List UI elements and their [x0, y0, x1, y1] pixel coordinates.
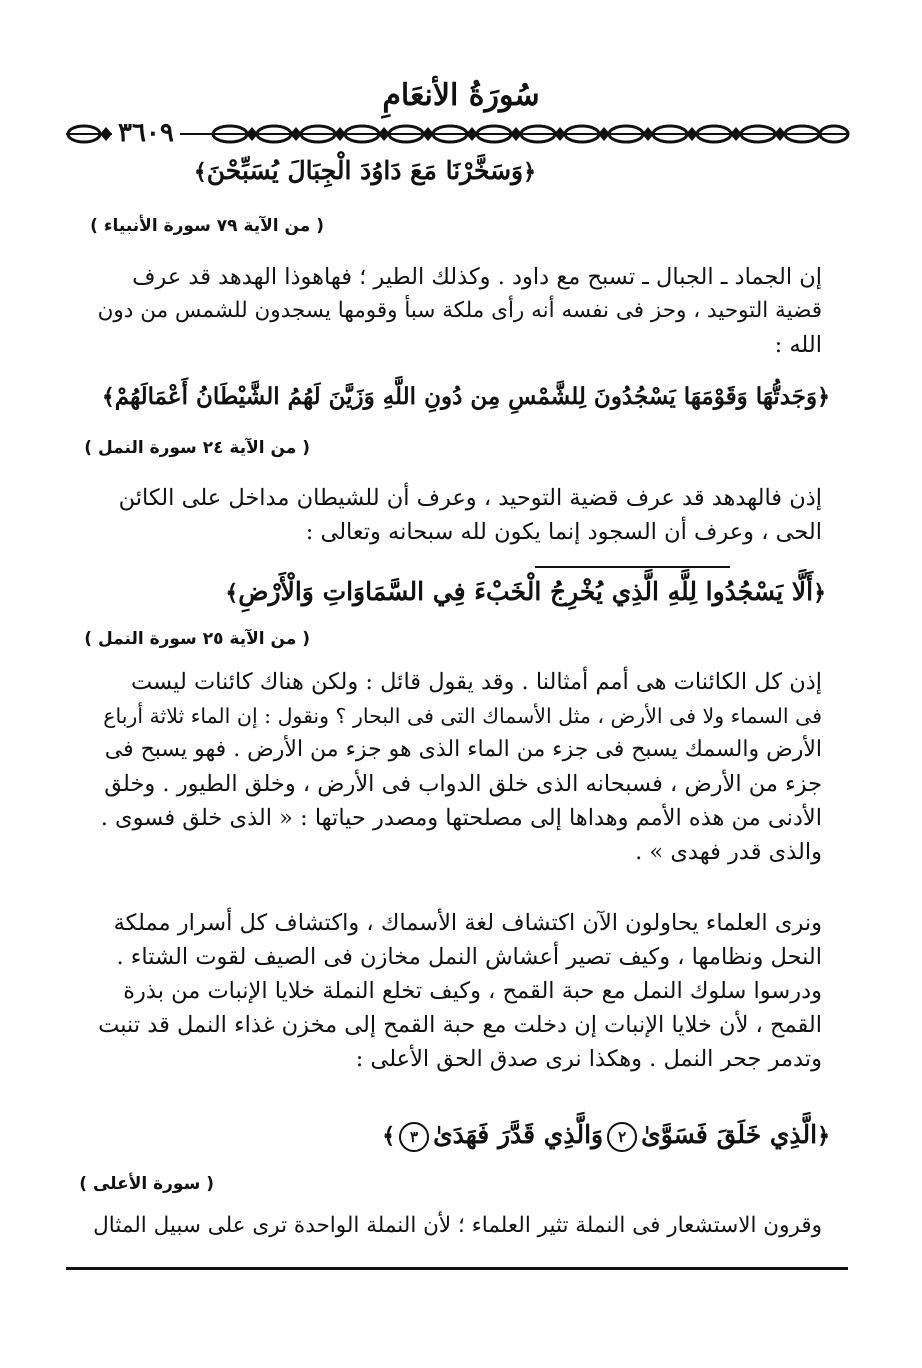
quran-verse [194, 156, 536, 185]
verse-close-bracket: ﴾ [101, 384, 115, 410]
text-line: الله : [774, 332, 822, 358]
verse-open-bracket: ﴿ [523, 159, 536, 185]
verse-reference: ( من الآية ٢٤ سورة النمل ) [84, 438, 310, 458]
page-number: ٣٦٠٩ [112, 116, 180, 150]
verse-text: وَسَخَّرْنَا مَعَ دَاوُدَ الْجِبَالَ يُسَبِّحْنَ [206, 156, 524, 185]
quran-verse [225, 577, 826, 606]
verse-number-mark: ٣ [399, 1122, 429, 1152]
verse-close-bracket: ﴾ [382, 1123, 396, 1149]
verse-open-bracket: ﴿ [813, 580, 826, 606]
text-line: إذن كل الكائنات هى أمم أمثالنا . وقد يقول قائل : ولكن هناك كائنات ليست [131, 669, 822, 695]
bottom-rule [66, 1267, 848, 1270]
chain-border-ornament [62, 119, 852, 149]
text-line: جزء من الأرض ، فسبحانه الذى خلق الدواب فى الأرض ، وخلق الطيور . وخلق [104, 771, 822, 797]
verse-close-bracket: ﴾ [225, 580, 239, 606]
verse-open-bracket: ﴿ [817, 1123, 830, 1149]
verse-text: وَجَدتُّهَا وَقَوْمَهَا يَسْجُدُونَ لِلشَّمْسِ مِن دُونِ اللَّهِ وَزَيَّنَ لَهُمُ الشَّيْطَانُ أَعْمَالَهُمْ [114, 383, 818, 410]
text-line: قضية التوحيد ، وحز فى نفسه أنه رأى ملكة سبأ وقومها يسجدون للشمس من دون [97, 298, 822, 323]
text-line: ونرى العلماء يحاولون الآن اكتشاف لغة الأسماك ، واكتشاف كل أسرار مملكة [113, 910, 822, 936]
text-line: إن الجماد ـ الجبال ـ تسبح مع داود . وكذلك الطير ؛ فهاهوذا الهدهد قد عرف [132, 264, 822, 290]
paragraph [90, 906, 822, 1076]
text-line: النحل ونظامها ، وكيف تصير أعشاش النمل مخازن فى الصيف لقوت الشتاء . [116, 944, 822, 970]
paragraph [90, 260, 822, 362]
surah-title: سُورَةُ الأنعَامِ [382, 78, 540, 113]
text-line: وقرون الاستشعار فى النملة تثير العلماء ؛ لأن النملة الواحدة ترى على سبيل المثال [93, 1213, 822, 1238]
verse-reference: ( من الآية ٧٩ سورة الأنبياء ) [90, 216, 324, 236]
quran-verse [102, 383, 830, 410]
text-line: والذى قدر فهدى » . [635, 839, 822, 865]
text-line: وتدمر جحر النمل . وهكذا نرى صدق الحق الأعلى : [355, 1046, 822, 1072]
text-line: الأدنى من هذه الأمم وهداها إلى مصلحتها ومصدر حياتها : « الذى خلق فسوى . [100, 805, 822, 831]
paragraph [90, 665, 822, 869]
text-line: الأرض والسمك يسبح فى جزء من الماء الذى هو جزء من الأرض . فهو يسبح فى [104, 737, 822, 762]
text-line: إذن فالهدهد قد عرف قضية التوحيد ، وعرف أن للشيطان مداخل على الكائن [118, 485, 822, 511]
text-line: الحى ، وعرف أن السجود إنما يكون لله سبحانه وتعالى : [305, 519, 822, 545]
verse-number-mark: ٢ [607, 1122, 637, 1152]
paragraph [90, 1209, 822, 1243]
verse-reference: ( سورة الأعلى ) [79, 1174, 214, 1194]
text-line: ودرسوا سلوك النمل مع حبة القمح ، وكيف تخلع النملة خلايا الإنبات من بذرة [123, 978, 822, 1004]
paragraph [90, 481, 822, 549]
text-line: القمح ، لأن خلايا الإنبات إن دخلت مع حبة القمح إلى مخزن غذاء النمل قد تنبت [98, 1012, 822, 1038]
text-line: فى السماء ولا فى الأرض ، مثل الأسماك التى فى البحار ؟ ونقول : إن الماء ثلاثة أرباع [103, 704, 822, 728]
verse-open-bracket: ﴿ [817, 384, 830, 410]
quran-verse [382, 1120, 830, 1152]
verse-text: أَلَّا يَسْجُدُوا لِلَّهِ الَّذِي يُخْرِجُ الْخَبْءَ فِي السَّمَاوَاتِ وَالْأَرْضِ [238, 577, 814, 606]
verse-text: وَالَّذِي قَدَّرَ فَهَدَىٰ [433, 1120, 604, 1149]
verse-overline [535, 566, 730, 568]
verse-text: الَّذِي خَلَقَ فَسَوَّىٰ [641, 1120, 818, 1149]
verse-reference: ( من الآية ٢٥ سورة النمل ) [84, 629, 310, 649]
verse-close-bracket: ﴾ [193, 159, 207, 185]
